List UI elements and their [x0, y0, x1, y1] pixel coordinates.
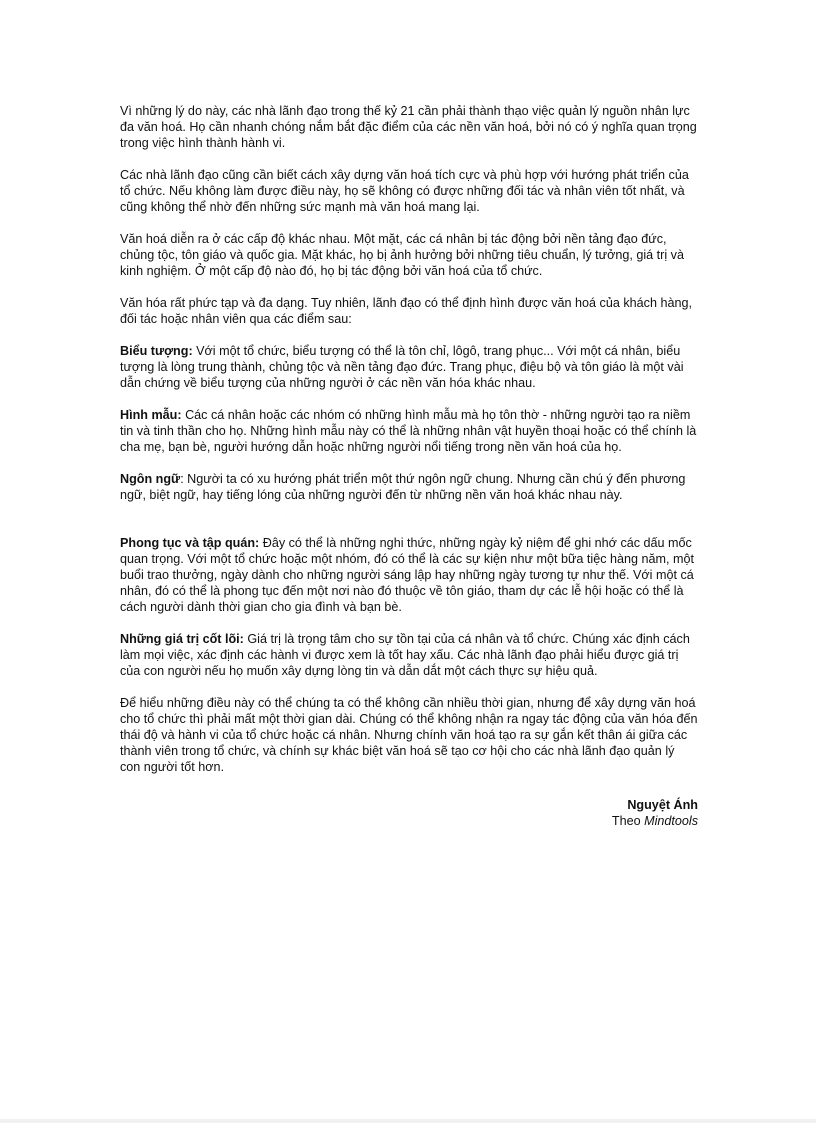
author-name: Nguyệt Ánh: [627, 798, 698, 812]
item-customs: [120, 535, 698, 615]
item-text: : Người ta có xu hướng phát triển một thứ ngôn ngữ chung. Nhưng cần chú ý đến phương ngữ, biệt ngữ, hay tiếng lóng của những người đến từ những nền văn hoá khác nhau này.: [120, 472, 686, 502]
paragraph-closing: Để hiểu những điều này có thể chúng ta có thể không cần nhiều thời gian, nhưng để xây dựng văn hoá cho tổ chức thì phải mất một thời gian dài. Chúng có thể không nhận ra ngay tác động của văn hóa đến thái độ và hành vi của tổ chức hoặc cá nhân. Nhưng chính văn hoá tạo ra sự gắn kết thân ái giữa các thành viên trong tổ chức, và chính sự khác biệt văn hoá sẽ tạo cơ hội cho các nhà lãnh đạo quản lý con người tốt hơn.: [120, 696, 698, 774]
paragraph-culture-points: Văn hóa rất phức tạp và đa dạng. Tuy nhiên, lãnh đạo có thể định hình được văn hoá của khách hàng, đối tác hoặc nhân viên qua các điểm sau:: [120, 296, 692, 326]
item-term: Ngôn ngữ: [120, 472, 181, 486]
article-body: [120, 103, 698, 829]
item-language: [120, 471, 698, 503]
item-role-models: [120, 407, 698, 455]
source-prefix: Theo: [611, 814, 645, 828]
paragraph-intro: Vì những lý do này, các nhà lãnh đạo trong thế kỷ 21 cần phải thành thạo việc quản lý nguồn nhân lực đa văn hoá. Họ cần nhanh chóng nắm bắt đặc điểm của các nền văn hoá, bởi nó có ý nghĩa quan trọng trong việc hình thành hành vi.: [120, 104, 697, 150]
item-term: Hình mẫu:: [120, 408, 182, 422]
source-line: [120, 813, 698, 829]
item-term: Phong tục và tập quán:: [120, 536, 260, 550]
item-text: Đây có thể là những nghi thức, những ngày kỷ niệm để ghi nhớ các dấu mốc quan trọng. Với một tổ chức hoặc một nhóm, đó có thể là các sự kiện như một bữa tiệc hàng năm, một buổi trao thưởng, ngày dành cho những người sáng lập hay những ngày tương tự như thế. Với một cá nhân, đó có thể là phong tục đến một nơi nào đó thuộc về tôn giáo, tham dự các lễ hội hoặc có thể là cách người dành thời gian cho gia đình và bạn bè.: [120, 536, 695, 614]
item-term: Biểu tượng:: [120, 344, 193, 358]
item-core-values: [120, 631, 698, 679]
item-text: Giá trị là trọng tâm cho sự tồn tại của cá nhân và tổ chức. Chúng xác định cách làm mọi việc, xác định các hành vi được xem là tốt hay xấu. Các nhà lãnh đạo phải hiểu được giá trị của con người nếu họ muốn xây dựng lòng tin và dẫn dắt một cách thực sự hiệu quả.: [120, 632, 690, 678]
source-name: Mindtools: [644, 814, 698, 828]
item-term: Những giá trị cốt lõi:: [120, 632, 244, 646]
item-symbols: [120, 343, 698, 391]
signature-block: [120, 797, 698, 829]
page-bottom-edge: [0, 1119, 816, 1123]
paragraph-culture-levels: Văn hoá diễn ra ở các cấp độ khác nhau. Một mặt, các cá nhân bị tác động bởi nền tảng đạo đức, chủng tộc, tôn giáo và quốc gia. Mặt khác, họ bị ảnh hưởng bởi những tiêu chuẩn, lý tưởng, giá trị và kinh nghiệm. Ở một cấp độ nào đó, họ bị tác động bởi văn hoá của tổ chức.: [120, 232, 684, 278]
item-text: Các cá nhân hoặc các nhóm có những hình mẫu mà họ tôn thờ - những người tạo ra niềm tin và tinh thần cho họ. Những hình mẫu này có thể là những nhân vật huyền thoại hoặc có thể chính là cha mẹ, bạn bè, người hướng dẫn hoặc những người nổi tiếng trong nền văn hoá của họ.: [120, 408, 697, 454]
paragraph-culture-building: Các nhà lãnh đạo cũng cần biết cách xây dựng văn hoá tích cực và phù hợp với hướng phát triển của tổ chức. Nếu không làm được điều này, họ sẽ không có được những đối tác và nhân viên tốt nhất, và cũng không thể nhờ đến những sức mạnh mà văn hoá mang lại.: [120, 168, 689, 214]
item-text: Với một tổ chức, biểu tượng có thể là tôn chỉ, lôgô, trang phục... Với một cá nhân, biểu tượng là lòng trung thành, chủng tộc và nền tảng đạo đức. Trang phục, điệu bộ và tôn giáo là một vài dẫn chứng về biểu tượng của những người ở các nền văn hóa khác nhau.: [120, 344, 684, 390]
